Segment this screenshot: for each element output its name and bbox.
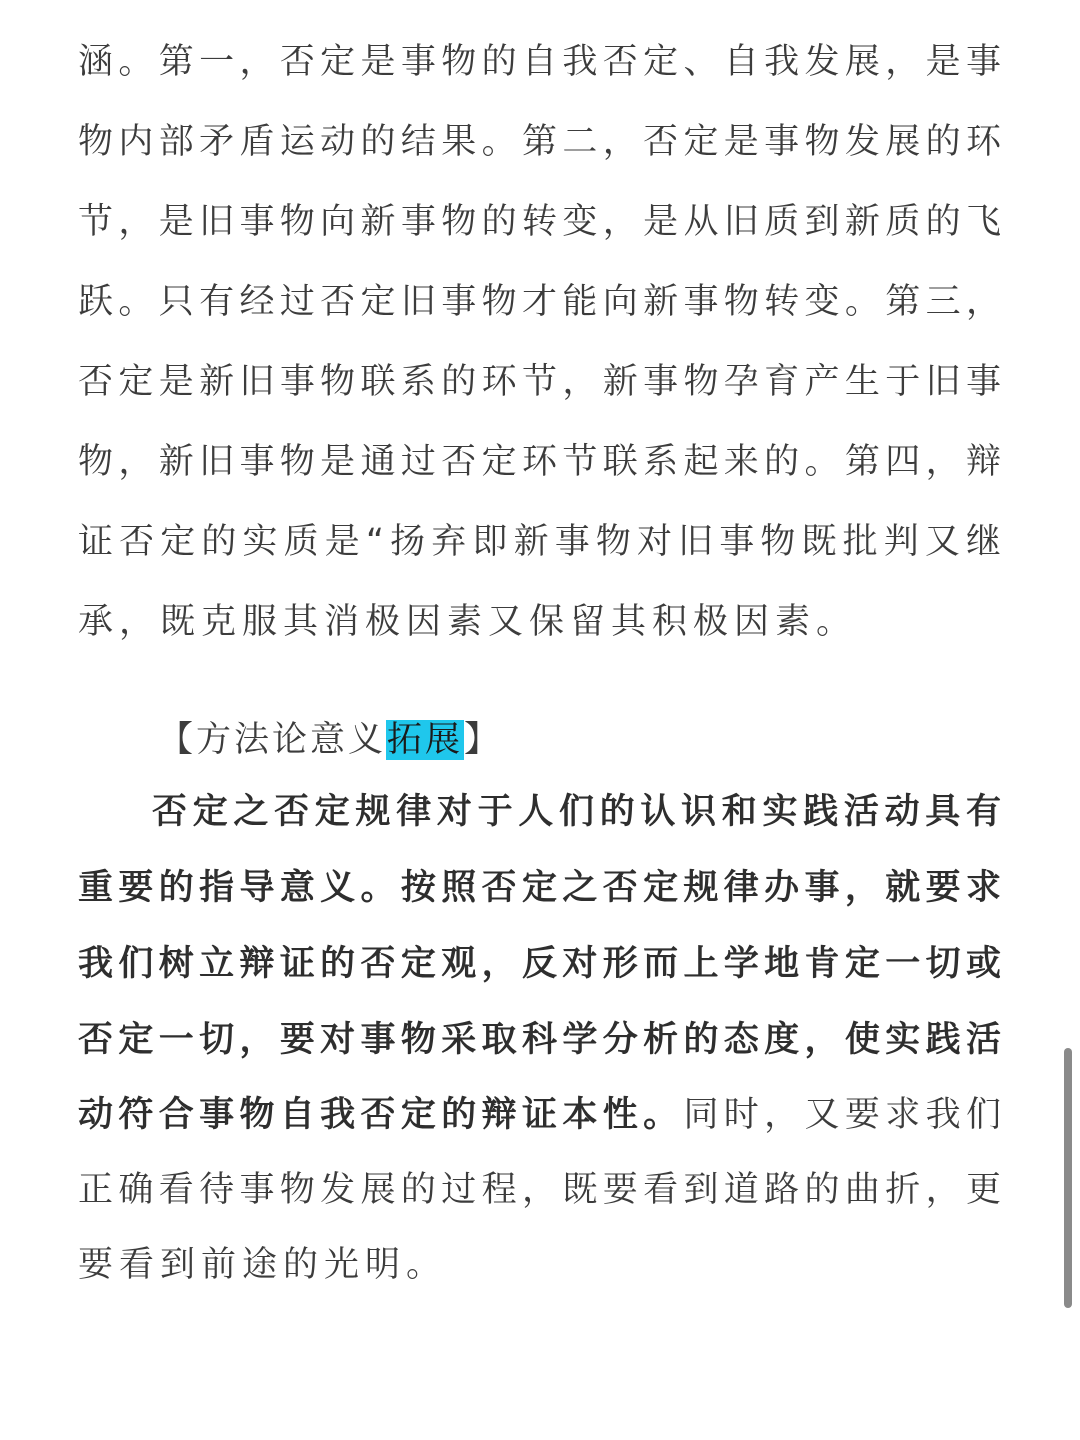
paragraph1-line-1: 涵。第一，否定是事物的自我否定、自我发展，是事 — [78, 42, 1002, 82]
heading-text: 方法论意义 — [196, 720, 387, 760]
paragraph1-line-3: 节，是旧事物向新事物的转变，是从旧质到新质的飞 — [78, 202, 1002, 242]
vertical-scrollbar[interactable] — [1064, 1048, 1072, 1308]
paragraph1-line-2: 物内部矛盾运动的结果。第二，否定是事物发展的环 — [78, 122, 1002, 162]
paragraph2-line-5-normal: 同时，又要求我们 — [683, 1095, 1002, 1135]
paragraph1-line-5: 否定是新旧事物联系的环节，新事物孕育产生于旧事 — [78, 362, 1002, 402]
paragraph2-line-5 — [78, 1085, 1002, 1145]
paragraph2-line-4: 否定一切，要对事物采取科学分析的态度，使实践活 — [78, 1020, 1002, 1060]
paragraph2-line-3: 我们树立辩证的否定观，反对形而上学地肯定一切或 — [78, 944, 1002, 984]
paragraph1-line-6: 物，新旧事物是通过否定环节联系起来的。第四，辩 — [78, 442, 1002, 482]
paragraph2-line-7: 要看到前途的光明。 — [78, 1245, 448, 1285]
heading-close-bracket: 】 — [464, 720, 503, 760]
heading-highlight[interactable]: 拓展 — [387, 720, 464, 760]
paragraph1-line-7: 证否定的实质是“扬弃即新事物对旧事物既批判又继 — [78, 522, 1002, 562]
paragraph2-line-5-bold: 动符合事物自我否定的辩证本性。 — [78, 1095, 684, 1135]
paragraph2-line-6: 正确看待事物发展的过程，既要看到道路的曲折，更 — [78, 1170, 1002, 1210]
heading-open-bracket: 【 — [158, 720, 197, 760]
paragraph2-line-2: 重要的指导意义。按照否定之否定规律办事，就要求 — [78, 868, 1002, 908]
paragraph1-line-4: 跃。只有经过否定旧事物才能向新事物转变。第三， — [78, 282, 1002, 322]
paragraph2-line-1: 否定之否定规律对于人们的认识和实践活动具有 — [152, 792, 1002, 832]
section-heading — [158, 710, 502, 770]
paragraph1-line-8: 承，既克服其消极因素又保留其积极因素。 — [78, 602, 858, 642]
